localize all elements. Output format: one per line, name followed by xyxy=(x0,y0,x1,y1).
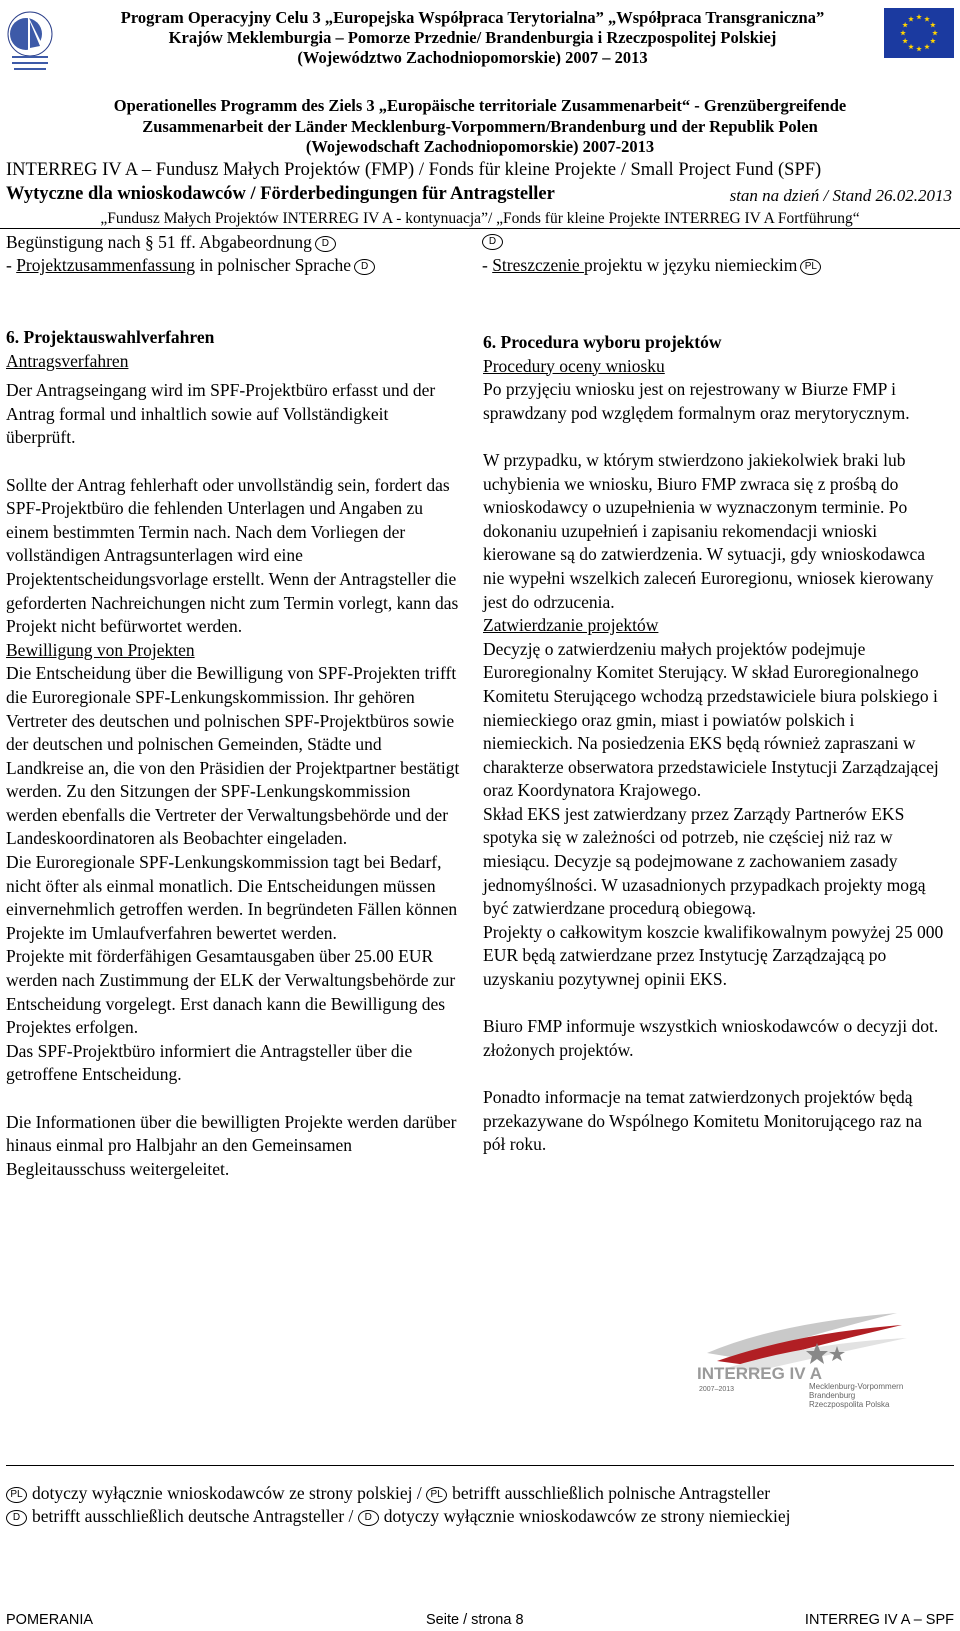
german-column xyxy=(6,326,461,1181)
header-pl-line: Program Operacyjny Celu 3 „Europejska Współpraca Terytorialna” „Współpraca Transgraniczna” xyxy=(120,8,825,27)
subheading-procedury: Procedury oceny wniosku xyxy=(483,355,665,376)
pz-rest: in polnischer Sprache xyxy=(195,255,352,275)
footer-note-text: betrifft ausschließlich polnische Antragsteller xyxy=(452,1483,771,1503)
d-mark-icon: D xyxy=(358,1510,379,1526)
pl-mark-icon: PL xyxy=(426,1487,447,1503)
header-german xyxy=(0,96,960,158)
pz-prefix: - xyxy=(6,255,17,275)
footer-note-text: dotyczy wyłącznie wnioskodawców ze strony niemieckiej xyxy=(383,1506,791,1526)
subheading-bewilligung: Bewilligung von Projekten xyxy=(6,639,195,660)
header-pl-line: Krajów Meklemburgia – Pomorze Przednie/ Brandenburgia i Rzeczpospolitej Polskiej xyxy=(168,28,777,47)
interreg-logo-line2: Brandenburg xyxy=(809,1391,856,1400)
footer-note-text: dotyczy wyłącznie wnioskodawców ze strony polskiej / xyxy=(32,1483,427,1503)
footer-note-pl xyxy=(6,1483,770,1504)
eu-flag-icon xyxy=(884,8,954,58)
header-de-line: Operationelles Programm des Ziels 3 „Europäische territoriale Zusammenarbeit“ - Grenzübergreifende xyxy=(113,96,847,115)
paragraph: Ponadto informacje na temat zatwierdzonych projektów będą przekazywane do Wspólnego Komitetu Monitorującego raz na pół roku. xyxy=(483,1087,922,1155)
paragraph: Projekty o całkowitym koszcie kwalifikowalnym powyżej 25 000 EUR będą zatwierdzane przez Instytucję Zarządzającą po uzyskaniu pozytywnej opinii EKS. xyxy=(483,921,944,990)
fund-continuation-line: „Fundusz Małych Projektów INTERREG IV A - kontynuacja”/ „Fonds für kleine Projekte INTERREG IV A Fortführung“ xyxy=(100,210,860,227)
st-rest: projektu w języku niemieckim xyxy=(584,255,798,275)
guidelines-title: Wytyczne dla wnioskodawców / Förderbedingungen für Antragsteller xyxy=(6,184,555,204)
paragraph: Die Euroregionale SPF-Lenkungskommission tagt bei Bedarf, nicht öfter als einmal monatlich. Die Entscheidungen müssen einvernehmlich getroffen werden. In begründeten Fällen können Projekte im Umlaufverfahren bewertet werden. xyxy=(6,852,458,943)
d-mark-icon: D xyxy=(6,1510,27,1526)
d-mark-icon: D xyxy=(354,259,375,275)
interreg-logo-line1: Mecklenburg-Vorpommern xyxy=(809,1382,904,1391)
beguenstigung-note xyxy=(6,232,336,253)
pl-mark-icon: PL xyxy=(800,259,821,275)
paragraph: Projekte mit förderfähigen Gesamtausgaben über 25.00 EUR werden nach Zustimmung der ELK der Verwaltungsbehörde zur Entscheidung vorgelegt. Erst danach kann die Bewilligung des Projektes erfolgen. xyxy=(6,946,456,1038)
paragraph: Po przyjęciu wniosku jest on rejestrowany w Biurze FMP i sprawdzany pod względem formalnym oraz merytorycznym. xyxy=(483,379,910,423)
interreg-iva-logo xyxy=(697,1313,922,1413)
footer-left: POMERANIA xyxy=(6,1612,94,1628)
footer-right: INTERREG IV A – SPF xyxy=(804,1612,954,1628)
paragraph: Skład EKS jest zatwierdzany przez Zarządy Partnerów EKS spotyka się w zależności od potrzeb, nie częściej niż raz w miesiącu. Decyzje są podejmowane z zachowaniem zasady jednomyślności. W uzasadnionych przypadkach projekty mogą być zatwierdzane procedurą obiegową. xyxy=(483,803,926,919)
footer-note-text: betrifft ausschließlich deutsche Antragsteller / xyxy=(32,1506,358,1526)
d-mark-icon: D xyxy=(482,234,503,250)
interreg-logo-title: INTERREG IV A xyxy=(697,1364,822,1383)
stand-date: stan na dzień / Stand 26.02.2013 xyxy=(729,186,952,205)
streszczenie-note xyxy=(482,255,821,276)
paragraph: Das SPF-Projektbüro informiert die Antragsteller über die getroffene Entscheidung. xyxy=(6,1040,413,1085)
header-polish xyxy=(60,8,885,68)
paragraph: W przypadku, w którym stwierdzono jakiekolwiek braki lub uchybienia we wniosku, Biuro FMP zwraca się z prośbą do wnioskodawcy o uzupełnienia w wyznaczonym terminie. Po dokonaniu uzupełnień i zapisaniu rekomendacji wnioski kierowane są do zatwierdzenia. W sytuacji, gdy wnioskodawca nie wypełni wszelkich zaleceń Euroregionu, wniosek kierowany jest do odrzucenia. xyxy=(483,449,934,612)
d-mark-right xyxy=(482,233,503,251)
footer-note-de xyxy=(6,1506,791,1527)
paragraph: Die Entscheidung über die Bewilligung von SPF-Projekten trifft die Euroregionale SPF-Lenkungskommission. Ihr gehören Vertreter des deutschen und polnischen SPF-Projektbüros sowie der deutschen und polnischen Gemeinden, Städte und Landkreise an, die von den Präsidien der Projektpartner bestätigt werden. Zu den Sitzungen der SPF-Lenkungskommission werden ebenfalls die Vertreter der Verwaltungsbehörde und der Landeskoordinatoren als Beobachter eingeladen. xyxy=(6,663,460,849)
polish-column xyxy=(483,331,948,1157)
page-number: Seite / strona 8 xyxy=(426,1612,524,1628)
projektzusammenfassung-link[interactable]: Projektzusammenfassung xyxy=(16,255,196,275)
interreg-logo-line3: Rzeczpospolita Polska xyxy=(809,1400,890,1409)
header-de-line: (Wojewodschaft Zachodniopomorskie) 2007-2013 xyxy=(305,137,655,156)
beguenstigung-text: Begünstigung nach § 51 ff. Abgabeordnung xyxy=(6,232,312,252)
subheading-antragsverfahren: Antragsverfahren xyxy=(6,350,129,371)
d-mark-icon: D xyxy=(315,236,336,252)
header-pl-line: (Województwo Zachodniopomorskie) 2007 – 2013 xyxy=(297,48,648,67)
paragraph: Biuro FMP informuje wszystkich wnioskodawców o decyzji dot. złożonych projektów. xyxy=(483,1016,939,1060)
st-prefix: - xyxy=(482,255,493,275)
paragraph: Die Informationen über die bewilligten Projekte werden darüber hinaus einmal pro Halbjahr an den Gemeinsamen Begleitausschuss weitergeleitet. xyxy=(6,1111,457,1179)
interreg-fund-line: INTERREG IV A – Fundusz Małych Projektów (FMP) / Fonds für kleine Projekte / Small Project Fund (SPF) xyxy=(6,160,822,180)
euroregion-pomerania-logo xyxy=(4,4,56,76)
streszczenie-link[interactable]: Streszczenie xyxy=(492,255,585,275)
footer-divider xyxy=(6,1465,954,1466)
pl-mark-icon: PL xyxy=(6,1487,27,1503)
section-heading-pl: 6. Procedura wyboru projektów xyxy=(483,332,722,352)
header-de-line: Zusammenarbeit der Länder Mecklenburg-Vorpommern/Brandenburg und der Republik Polen xyxy=(142,116,818,136)
paragraph: Decyzję o zatwierdzeniu małych projektów podejmuje Euroregionalny Komitet Sterujący. W skład Euroregionalnego Komitetu Sterującego wchodzą przedstawiciele biura polskiego i niemieckiego oraz gmin, miast i powiatów polskich i niemieckich. Na posiedzenia EKS będą również zapraszani w charakterze obserwatora przedstawiciele Instytucji Zarządzającej oraz Koordynatora Krajowego. xyxy=(483,638,939,801)
section-heading-de: 6. Projektauswahlverfahren xyxy=(6,327,215,347)
projektzusammenfassung-note xyxy=(6,255,375,276)
interreg-logo-years: 2007–2013 xyxy=(699,1386,735,1393)
paragraph: Sollte der Antrag fehlerhaft oder unvollständig sein, fordert das SPF-Projektbüro die fehlenden Unterlagen und Angaben zu einem bestimmten Termin nach. Nach dem Vorliegen der vollständigen Antragsunterlagen wird eine Projektentscheidungsvorlage erstellt. Wenn der Antragsteller die geforderten Nachreichungen nicht zum Termin vorlegt, kann das Projekt nicht befürwortet werden. xyxy=(6,474,459,637)
subheading-zatwierdzanie: Zatwierdzanie projektów xyxy=(483,615,659,636)
header-divider xyxy=(0,228,960,229)
paragraph: Der Antragseingang wird im SPF-Projektbüro erfasst und der Antrag formal und inhaltlich sowie auf Vollständigkeit überprüft. xyxy=(6,380,436,448)
